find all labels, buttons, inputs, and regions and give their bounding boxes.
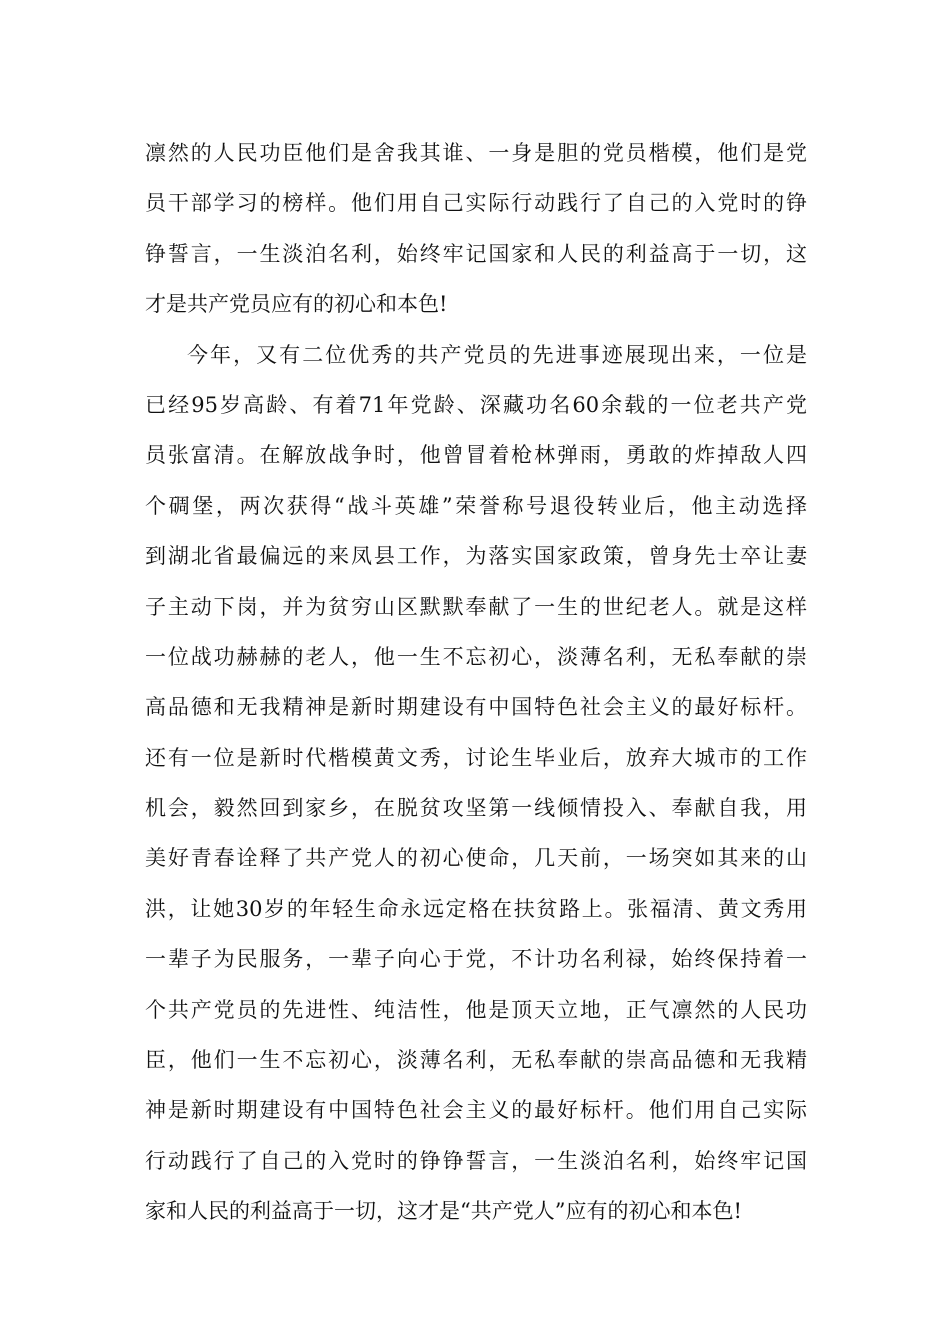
text-line: 凛然的人民功臣他们是舍我其谁、一身是胆的党员楷模，他们是党 xyxy=(145,141,807,165)
text-line: 家和人民的利益高于一切，这才是“共产党人”应有的初心和本色! xyxy=(145,1199,742,1224)
text-line: 到湖北省最偏远的来凤县工作，为落实国家政策，曾身先士卒让妻 xyxy=(145,544,807,569)
text-line: 一位战功赫赫的老人，他一生不忘初心，淡薄名利，无私奉献的崇 xyxy=(145,644,807,669)
text-line: 员干部学习的榜样。他们用自己实际行动践行了自己的入党时的铮 xyxy=(145,191,807,216)
text-line: 行动践行了自己的入党时的铮铮誓言，一生淡泊名利，始终牢记国 xyxy=(145,1148,807,1173)
body-text xyxy=(145,128,807,1237)
paragraph-first-line: 今年，又有二位优秀的共产党员的先进事迹展现出来，一位是 xyxy=(187,342,807,367)
text-line: 洪，让她30岁的年轻生命永远定格在扶贫路上。张福清、黄文秀用 xyxy=(145,896,807,921)
text-line: 臣，他们一生不忘初心，淡薄名利，无私奉献的崇高品德和无我精 xyxy=(145,1048,807,1073)
text-line: 才是共产党员应有的初心和本色! xyxy=(145,292,448,317)
text-line: 一辈子为民服务，一辈子向心于党，不计功名利禄，始终保持着一 xyxy=(145,947,807,972)
text-line: 神是新时期建设有中国特色社会主义的最好标杆。他们用自己实际 xyxy=(145,1098,807,1123)
text-line: 铮誓言，一生淡泊名利，始终牢记国家和人民的利益高于一切，这 xyxy=(145,241,807,266)
text-line: 高品德和无我精神是新时期建设有中国特色社会主义的最好标杆。 xyxy=(145,695,807,720)
text-line: 美好青春诠释了共产党人的初心使命，几天前，一场突如其来的山 xyxy=(145,846,807,871)
text-line: 子主动下岗，并为贫穷山区默默奉献了一生的世纪老人。就是这样 xyxy=(145,594,807,619)
text-line: 机会，毅然回到家乡，在脱贫攻坚第一线倾情投入、奉献自我，用 xyxy=(145,796,807,821)
text-line: 个共产党员的先进性、纯洁性，他是顶天立地，正气凛然的人民功 xyxy=(145,997,807,1022)
text-line: 已经95岁高龄、有着71年党龄、深藏功名60余载的一位老共产党 xyxy=(145,392,807,417)
text-line: 员张富清。在解放战争时，他曾冒着枪林弹雨，勇敢的炸掉敌人四 xyxy=(145,443,807,468)
text-line: 个碉堡，两次获得“战斗英雄”荣誉称号退役转业后，他主动选择 xyxy=(145,493,807,518)
text-line: 还有一位是新时代楷模黄文秀，讨论生毕业后，放弃大城市的工作 xyxy=(145,745,807,770)
